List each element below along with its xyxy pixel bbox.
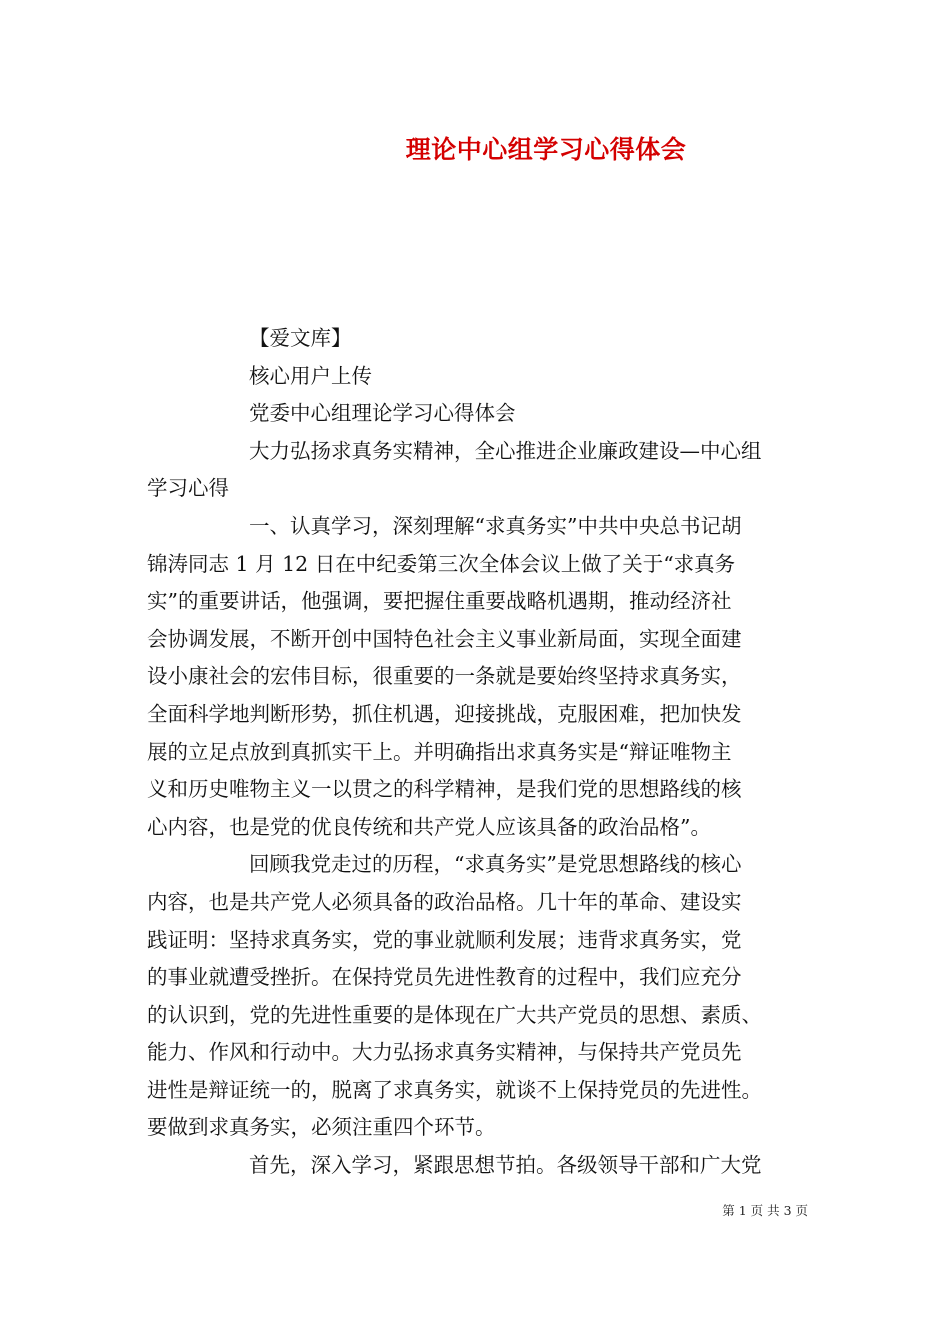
text-line: 设小康社会的宏伟目标，很重要的一条就是要始终坚持求真务实， [147,664,742,689]
text-line: 回顾我党走过的历程，“求真务实”是党思想路线的核心 [249,852,742,877]
text-line: 【爱文库】 [249,326,352,350]
text-line: 一、认真学习，深刻理解“求真务实”中共中央总书记胡 [249,513,742,538]
page-footer: 第 1 页 共 3 页 [722,1203,808,1218]
text-line: 会协调发展，不断开创中国特色社会主义事业新局面，实现全面建 [147,626,742,651]
text-line: 的事业就遭受挫折。在保持党员先进性教育的过程中，我们应充分 [147,965,742,990]
page-title: 理论中心组学习心得体会 [405,135,687,164]
text-line: 内容，也是共产党人必须具备的政治品格。几十年的革命、建设实 [147,889,742,914]
text-line: 展的立足点放到真抓实干上。并明确指出求真务实是“辩证唯物主 [147,739,732,764]
text-line: 能力、作风和行动中。大力弘扬求真务实精神，与保持共产党员先 [147,1040,742,1065]
text-line: 核心用户上传 [249,363,372,388]
text-line: 践证明：坚持求真务实，党的事业就顺利发展；违背求真务实，党 [147,927,742,952]
text-line: 义和历史唯物主义一以贯之的科学精神，是我们党的思想路线的核 [147,777,742,802]
text-line: 学习心得 [147,476,229,501]
text-line: 要做到求真务实，必须注重四个环节。 [147,1115,496,1140]
text-line: 心内容，也是党的优良传统和共产党人应该具备的政治品格”。 [147,814,711,839]
document-body [147,320,811,1185]
text-line: 实”的重要讲话，他强调，要把握住重要战略机遇期，推动经济社 [147,589,732,614]
text-line: 首先，深入学习，紧跟思想节拍。各级领导干部和广大党 [249,1153,762,1178]
text-line: 大力弘扬求真务实精神，全心推进企业廉政建设—中心组 [249,438,762,463]
text-line: 党委中心组理论学习心得体会 [249,401,516,426]
text-line: 进性是辩证统一的，脱离了求真务实，就谈不上保持党员的先进性。 [147,1077,762,1102]
text-line: 的认识到，党的先进性重要的是体现在广大共产党员的思想、素质、 [147,1002,762,1027]
text-line: 全面科学地判断形势，抓住机遇，迎接挑战，克服困难，把加快发 [147,701,742,726]
text-line: 锦涛同志 1 月 12 日在中纪委第三次全体会议上做了关于“求真务 [147,551,736,576]
